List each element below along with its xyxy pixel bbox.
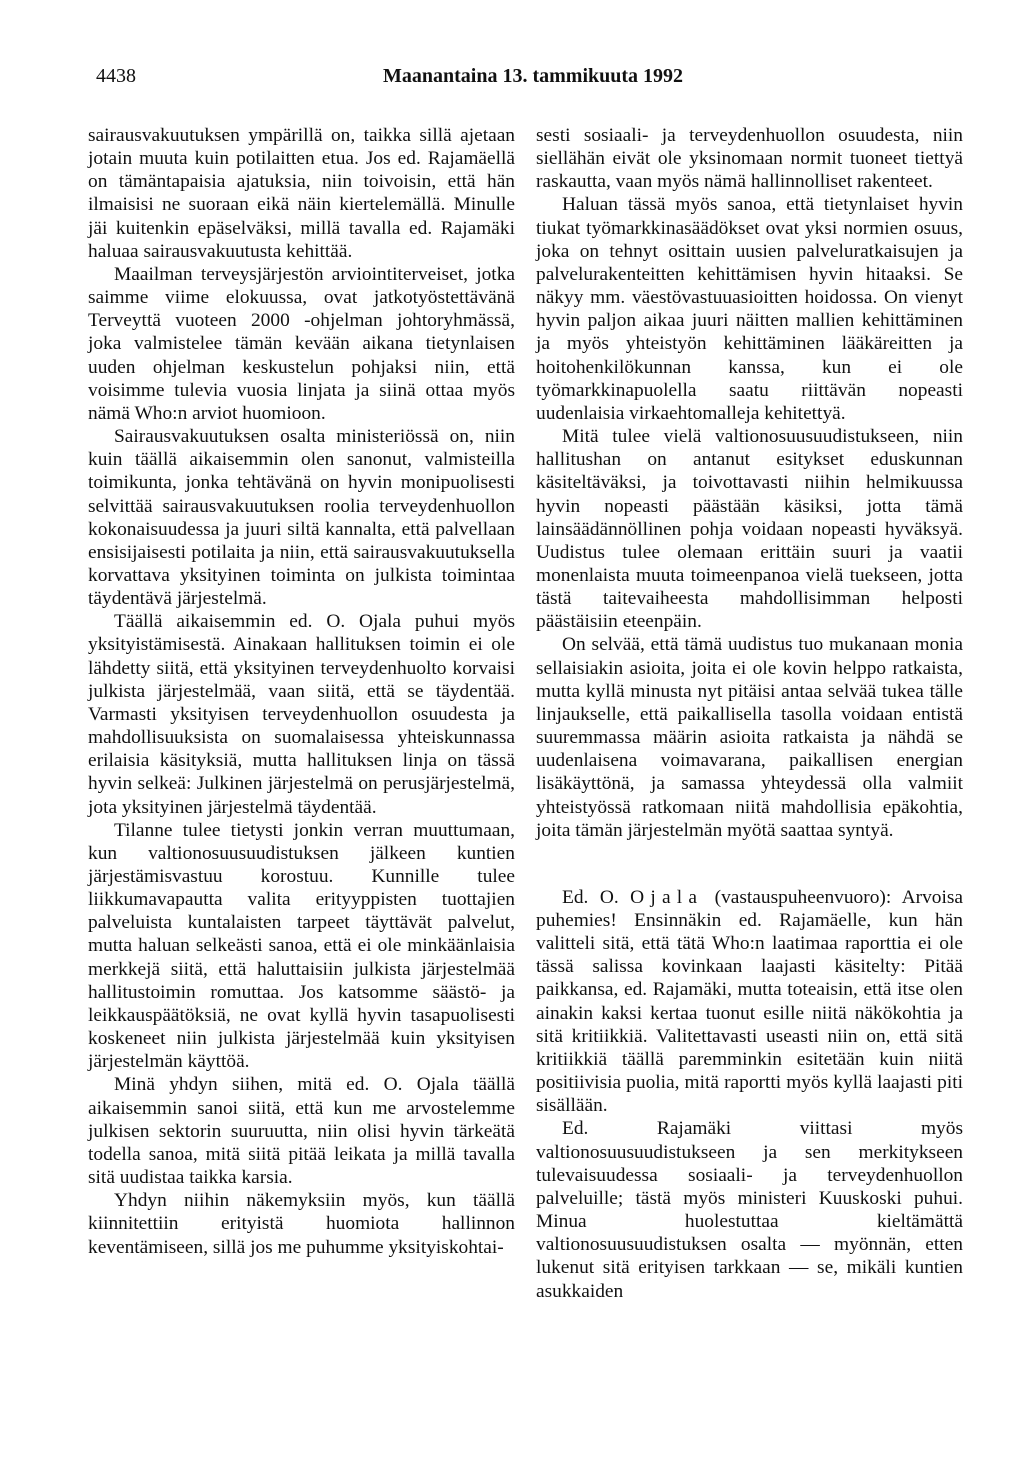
running-head: Maanantaina 13. tammikuuta 1992 bbox=[383, 65, 684, 87]
paragraph: Minä yhdyn siihen, mitä ed. O. Ojala täällä aikaisemmin sanoi siitä, että kun me arvostelemme julkisen sektorin suuruutta, niin olisi hyvin tärkeätä todella sanoa, mitä siitä pitää leikata ja millä tavalla sitä uudistaa taikka karsia. bbox=[88, 1074, 515, 1189]
paragraph: Täällä aikaisemmin ed. O. Ojala puhui myös yksityistämisestä. Ainakaan hallituksen toimin ei ole lähdetty siitä, että yksityinen terveydenhuolto korvaisi julkista järjestelmää, vaan siitä, että se täydentää. Varmasti yksityisen terveydenhuollon osuudesta ja mahdollisuuksista on suomalaisessa yhteiskunnassa erilaisia käsityksiä, mutta hallituksen linja on tässä hyvin selkeä: Julkinen järjestelmä on perusjärjestelmä, jota yksityinen järjestelmä täydentää. bbox=[88, 611, 515, 818]
paragraph: Sairausvakuutuksen osalta ministeriössä on, niin kuin täällä aikaisemmin olen sanonut, valmisteilla toimikunta, jonka tehtävänä on hyvin monipuolisesti selvittää sairausvakuutuksen roolia terveydenhuollon kokonaisuudessa ja juuri siltä kannalta, että palvellaan ensisijaisesti potilaita ja niin, että sairausvakuutuksella korvattava yksityinen toiminta on julkista toimintaa täydentävä järjestelmä. bbox=[88, 426, 515, 610]
paragraph: Haluan tässä myös sanoa, että tietynlaiset hyvin tiukat työmarkkinasäädökset ovat yksi normien osuus, joka on tehnyt osittain uusien palveluratkaisujen ja palvelurakenteitten kehittämisen hyvin hitaaksi. Se näkyy mm. väestövastuuasioitten hoidossa. On vienyt hyvin paljon aikaa juuri näitten mallien kehittäminen ja myös yhteistyön kehittäminen lääkäreitten ja hoitohenkilökunnan kanssa, kun ei ole työmarkkinapuolella saatu riittävän nopeasti uudenlaisia virkaehtomalleja kehitettyä. bbox=[536, 194, 963, 424]
left-column bbox=[88, 124, 515, 1259]
paragraph: Tilanne tulee tietysti jonkin verran muuttumaan, kun valtionosuusuudistuksen jälkeen kuntien järjestämisvastuu korostuu. Kunnille tulee liikkumavapautta valita erityyppisten tuottajien palveluista kuntalaisten tarpeet täyttävät palvelut, mutta haluan selkeästi sanoa, että ei ole minkäänlaisia merkkejä siitä, että haluttaisiin julkista järjestelmää hallitustoimin romuttaa. Jos katsomme säästö- ja leikkauspäätöksiä, ne ovat kyllä hyvin tasapuolisesti koskeneet niin julkista järjestelmää kuin yksityisen järjestelmän käyttöä. bbox=[88, 819, 515, 1073]
page-number: 4438 bbox=[96, 65, 136, 87]
paragraph: Maailman terveysjärjestön arviointiterveiset, jotka saimme viime elokuussa, ovat jatkotyöstettävänä Terveyttä vuoteen 2000 -ohjelman johtoryhmässä, joka valmistelee tämän kevään aikana tietynlaisen uuden ohjelman keskustelun pohjaksi niin, että voisimme tulevia vuosia linjata ja siinä ottaa myös nämä Who:n arviot huomioon. bbox=[88, 263, 515, 424]
right-column bbox=[536, 124, 963, 1303]
paragraph: sesti sosiaali- ja terveydenhuollon osuudesta, niin siellähän eivät ole yksinomaan normit tuoneet tiettyä raskautta, vaan myös nämä hallinnolliset rakenteet. bbox=[536, 125, 963, 193]
paragraph: Ed. Rajamäki viittasi myös valtionosuusuudistukseen ja sen merkitykseen tulevaisuudessa sosiaali- ja terveydenhuollon palveluille; tästä myös ministeri Kuuskoski puhui. Minua huolestuttaa kieltämättä valtionosuusuudistuksen osalta — myönnän, etten lukenut sitä erityisen tarkkaan — se, mikäli kuntien asukkaiden bbox=[536, 1118, 963, 1302]
paragraph: Mitä tulee vielä valtionosuusuudistukseen, niin hallitushan on antanut esitykset eduskunnan käsiteltäväksi, ja toivottavasti niihin helmikuussa hyvin nopeasti päästään käsiksi, jotta tämä lainsäädännöllinen pohja voidaan nopeasti hyväksyä. Uudistus tulee olemaan erittäin suuri ja vaatii monenlaista muuta toimeenpanoa vielä tuekseen, jotta tästä taitevaiheesta mahdollisimman helposti päästäisiin eteenpäin. bbox=[536, 426, 963, 633]
speech-paragraph bbox=[536, 886, 963, 1118]
paragraph: sairausvakuutuksen ympärillä on, taikka sillä ajetaan jotain muuta kuin potilaitten etua. Jos ed. Rajamäellä on tämäntapaisia ajatuksia, niin toivoisin, että hän ilmaisisi ne suoraan eikä näin kiertelemällä. Minulle jäi kuitenkin epäselväksi, millä tavalla ed. Rajamäki haluaa sairausvakuutusta kehittää. bbox=[88, 125, 515, 262]
paragraph: Yhdyn niihin näkemyksiin myös, kun täällä kiinnitettiin erityistä huomiota hallinnon keventämiseen, sillä jos me puhumme yksityiskohtai- bbox=[88, 1190, 515, 1258]
speaker-name: Ojala bbox=[630, 886, 704, 908]
paragraph: On selvää, että tämä uudistus tuo mukanaan monia sellaisiakin asioita, joita ei ole kovin helppo ratkaista, mutta kyllä minusta nyt pitäisi antaa selvää tukea tälle linjaukselle, että paikallisella tasolla voidaan entistä suuremmassa määrin asioita ratkaista ja nähdä se uudenlaisena voimavarana, paikallisen energian lisäkäyttönä, ja samassa yhteydessä olla valmiit yhteistyössä ratkomaan niitä mahdollisia epäkohtia, joita tämän järjestelmän myötä saattaa syntyä. bbox=[536, 634, 963, 841]
speaker-prefix: Ed. O. bbox=[562, 886, 631, 908]
speech-text: (vastauspuheenvuoro): Arvoisa puhemies! Ensinnäkin ed. Rajamäelle, kun hän valitteli sitä, että tätä Who:n laatimaa raporttia ei ole tässä salissa kovinkaan laajasti käsitelty: Pitää paikkansa, ed. Rajamäki, mutta toteaisin, että itse olen ainakin kaksi kertaa tuonut esille niitä näkökohtia ja sitä kritiikkiä. Valitettavasti useasti niin on, että sitä kritiikkiä täällä paremminkin esitetään kuin niitä positiivisia puolia, mitä raportti myös kyllä laajasti piti sisällään. bbox=[536, 886, 964, 1117]
